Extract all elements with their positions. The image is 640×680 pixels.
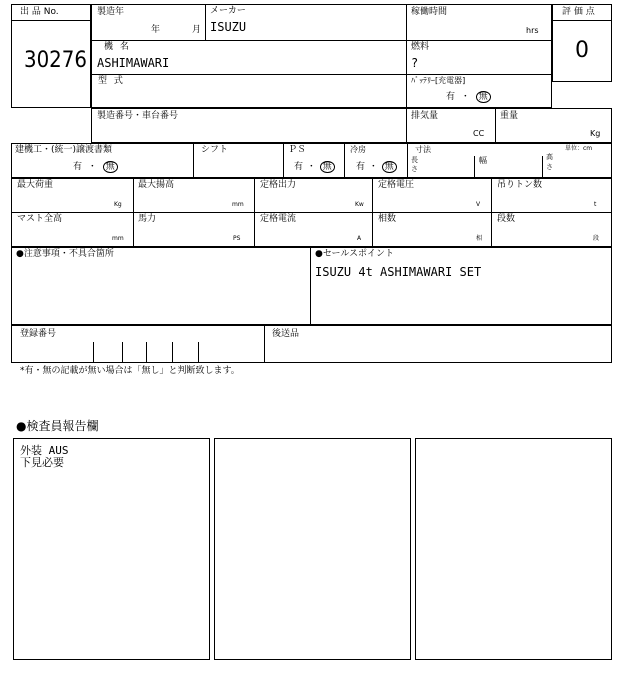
spec-hoist-ton-unit: t [594,201,597,208]
displacement-label: 排気量 [411,111,439,121]
sales-point-text: ISUZU 4t ASHIMAWARI SET [315,265,482,279]
maker-label: メーカー [210,6,246,16]
spec-horsepower-label: 馬力 [138,214,157,224]
registration-frame [11,325,612,363]
spec-max-lift-label: 最大揚高 [138,180,175,190]
transfer-label: 建機工・(統一)譲渡書類 [15,145,113,155]
footnote: *有・無の記載が無い場合は「無し」と判断致します。 [20,366,240,376]
serial-label: 製造番号・車台番号 [97,111,179,121]
displacement-unit: CC [473,129,485,138]
lot-no-label: 出 品 No. [20,7,59,17]
inspector-box-2 [214,438,411,660]
score-label: 評 価 点 [562,7,595,17]
maker-value: ISUZU [210,20,247,34]
height-label-top: 高 [546,153,553,161]
spec-mast-height-unit: mm [112,235,124,242]
transfer-dot: ・ [87,162,97,172]
dimension-unit: 単位：cm [565,145,593,152]
spec-mast-height-label: マスト全高 [17,214,63,224]
year-unit: 年 [151,25,161,35]
year-label: 製造年 [97,7,125,17]
month-unit: 月 [192,25,202,35]
spec-rated-output-label: 定格出力 [260,180,297,190]
weight-unit: Kg [590,129,601,138]
battery-label: ﾊﾞｯﾃﾘｰ[充電器] [411,76,466,85]
ac-dot: ・ [368,162,378,172]
spec-rated-voltage-unit: V [476,201,481,208]
spec-rated-current-unit: A [357,235,362,242]
spec-horsepower-unit: PS [233,235,241,242]
ac-yes: 有 [356,162,366,172]
model-name-label: 機 名 [104,42,131,52]
ac-no-circled: 無 [382,161,397,173]
spec-rated-voltage-label: 定格電圧 [378,180,415,190]
transfer-no-circled: 無 [103,161,118,173]
spec-phases-unit: 相 [476,235,483,242]
weight-label: 重量 [500,111,519,121]
lot-no-value: 30276 [24,48,87,73]
score-value: 0 [575,38,589,63]
sales-point-label: ●セールスポイント [315,249,395,259]
inspector-section-label: ●検査員報告欄 [16,419,99,433]
transfer-yes: 有 [73,162,83,172]
height-label-bottom: さ [546,163,553,171]
width-label: 幅 [479,156,487,165]
spec-max-load-unit: Kg [114,201,122,208]
battery-dot: ・ [460,92,470,102]
inspector-box-1 [13,438,210,660]
battery-yes: 有 [446,92,456,102]
hours-label: 稼働時間 [411,7,448,17]
battery-choice [446,91,491,103]
caution-label: ●注意事項・不具合箇所 [16,249,114,259]
model-name-value: ASHIMAWARI [97,56,170,70]
inspector-box-3 [415,438,612,660]
ps-dot: ・ [306,162,316,172]
length-label-bottom: さ [411,165,418,173]
spec-max-lift-unit: mm [232,201,244,208]
fuel-label: 燃料 [411,42,430,52]
spec-stages-unit: 段 [593,235,600,242]
type-label: 型 式 [98,76,125,86]
inspector-box-1-line-1: 外装 AUS [20,444,69,457]
ac-label: 冷房 [350,145,366,154]
ps-choice [294,161,335,173]
spec-hoist-ton-label: 吊りトン数 [497,180,543,190]
spec-phases-label: 相数 [378,214,397,224]
spec-stages-label: 段数 [497,214,516,224]
ps-label: ＰＳ [288,145,307,155]
ps-yes: 有 [294,162,304,172]
spec-rated-output-unit: Kw [355,201,364,208]
registration-label: 登録番号 [20,329,57,339]
spec-max-load-label: 最大荷重 [17,180,54,190]
ac-choice [356,161,397,173]
shipping-label: 後送品 [272,329,300,339]
hours-unit: hrs [526,26,539,35]
length-label-top: 長 [411,156,418,164]
spec-rated-current-label: 定格電流 [260,214,297,224]
shift-label: シフト [201,145,229,155]
transfer-choice [73,161,118,173]
ps-no-circled: 無 [320,161,335,173]
fuel-value: ? [411,56,419,70]
dimension-label: 寸法 [415,145,431,154]
battery-no-circled: 無 [476,91,491,103]
inspector-box-1-line-2: 下見必要 [20,456,64,469]
